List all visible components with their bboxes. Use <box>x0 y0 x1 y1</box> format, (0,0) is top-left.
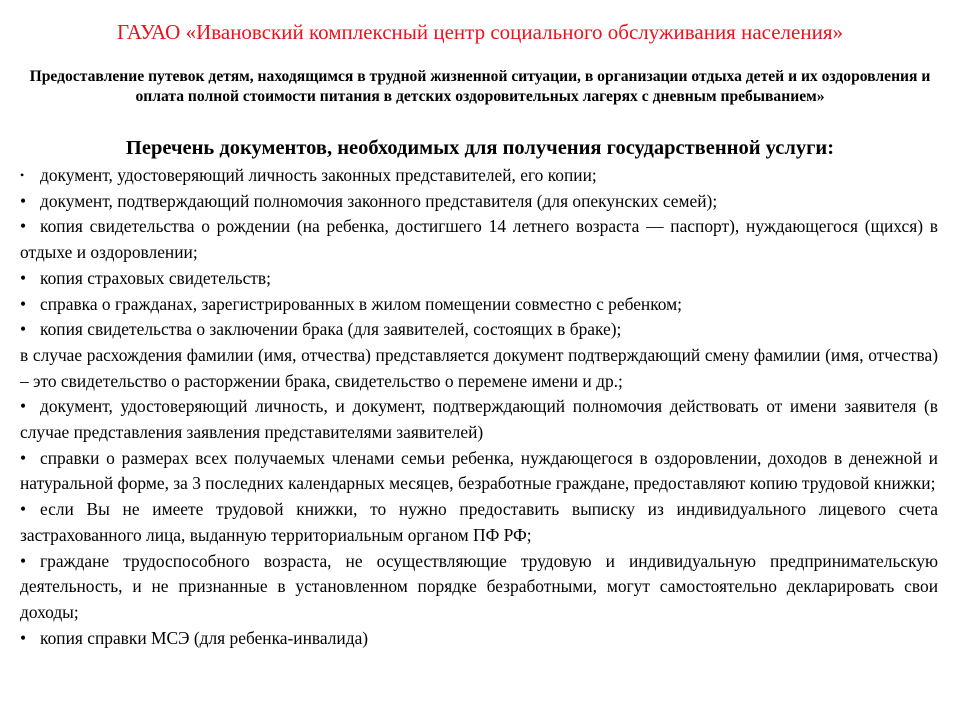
document-item-text: справка о гражданах, зарегистрированных в жилом помещении совместно с ребенком; <box>40 293 682 314</box>
bullet-icon: • <box>20 168 25 182</box>
document-item-text: если Вы не имеете трудовой книжки, то нужно предоставить выписку из индивидуального лицевого счета застрахованного лица, выданную территориальным органом ПФ РФ; <box>20 499 938 545</box>
document-item-text: копия свидетельства о заключении брака (для заявителей, состоящих в браке); <box>40 319 622 340</box>
document-item-text: документ, удостоверяющий личность, и документ, подтверждающий полномочия действовать от имени заявителя (в случае представления заявления представителями заявителей) <box>20 396 938 443</box>
organization-title: ГАУАО «Ивановский комплексный центр социального обслуживания населения» <box>117 20 843 44</box>
document-item <box>20 163 938 189</box>
document-item <box>20 214 938 265</box>
bullet-icon: • <box>20 319 27 340</box>
document-item <box>20 497 938 548</box>
document-item-text: в случае расхождения фамилии (имя, отчества) представляется документ подтверждающий смену фамилии (имя, отчества) – это свидетельство о расторжении брака, свидетельство о перемене имени и др.; <box>20 344 938 391</box>
document-item-text: копия страховых свидетельств; <box>40 267 271 288</box>
bullet-icon: • <box>20 447 27 468</box>
bullet-icon: • <box>20 293 27 314</box>
bullet-icon: • <box>20 550 27 571</box>
document-item-text: документ, подтверждающий полномочия законного представителя (для опекунских семей); <box>40 190 718 211</box>
bullet-icon: • <box>20 499 27 520</box>
documents-list-heading: Перечень документов, необходимых для получения государственной услуги: <box>125 137 835 159</box>
document-item <box>20 626 938 652</box>
document-item <box>20 317 938 343</box>
document-item-text: документ, удостоверяющий личность законных представителей, его копии; <box>40 165 597 185</box>
document-item <box>20 394 938 445</box>
bullet-icon: • <box>20 627 27 648</box>
document-item <box>20 446 938 497</box>
document-item <box>20 292 938 318</box>
documents-list <box>20 163 938 651</box>
document-item <box>20 189 938 215</box>
document-item <box>20 549 938 626</box>
bullet-icon: • <box>20 396 27 417</box>
bullet-icon: • <box>20 190 27 211</box>
service-title: Предоставление путевок детям, находящимся в трудной жизненной ситуации, в организации отдыха детей и их оздоровления и оплата полной стоимости питания в детских оздоровительных лагерях с дневным пребыванием» <box>29 68 931 105</box>
document-item-text: справки о размерах всех получаемых членами семьи ребенка, нуждающегося в оздоровлении, доходов в денежной и натуральной форме, за 3 последних календарных месяцев, безработные граждане, предоставляют копию трудовой книжки; <box>20 447 938 494</box>
document-item-text: копия свидетельства о рождении (на ребенка, достигшего 14 летнего возраста — паспорт), нуждающегося (щихся) в отдыхе и оздоровлении; <box>20 216 938 263</box>
document-item-text: копия справки МСЭ (для ребенка-инвалида) <box>40 627 369 648</box>
document-item-text: граждане трудоспособного возраста, не осуществляющие трудовую и индивидуальную предпринимательскую деятельность, и не признанные в установленном порядке безработными, могут самостоятельно декларировать свои доходы; <box>20 550 938 622</box>
bullet-icon: • <box>20 216 27 237</box>
bullet-icon: • <box>20 267 27 288</box>
document-item-continuation <box>20 343 938 394</box>
document-item <box>20 266 938 292</box>
